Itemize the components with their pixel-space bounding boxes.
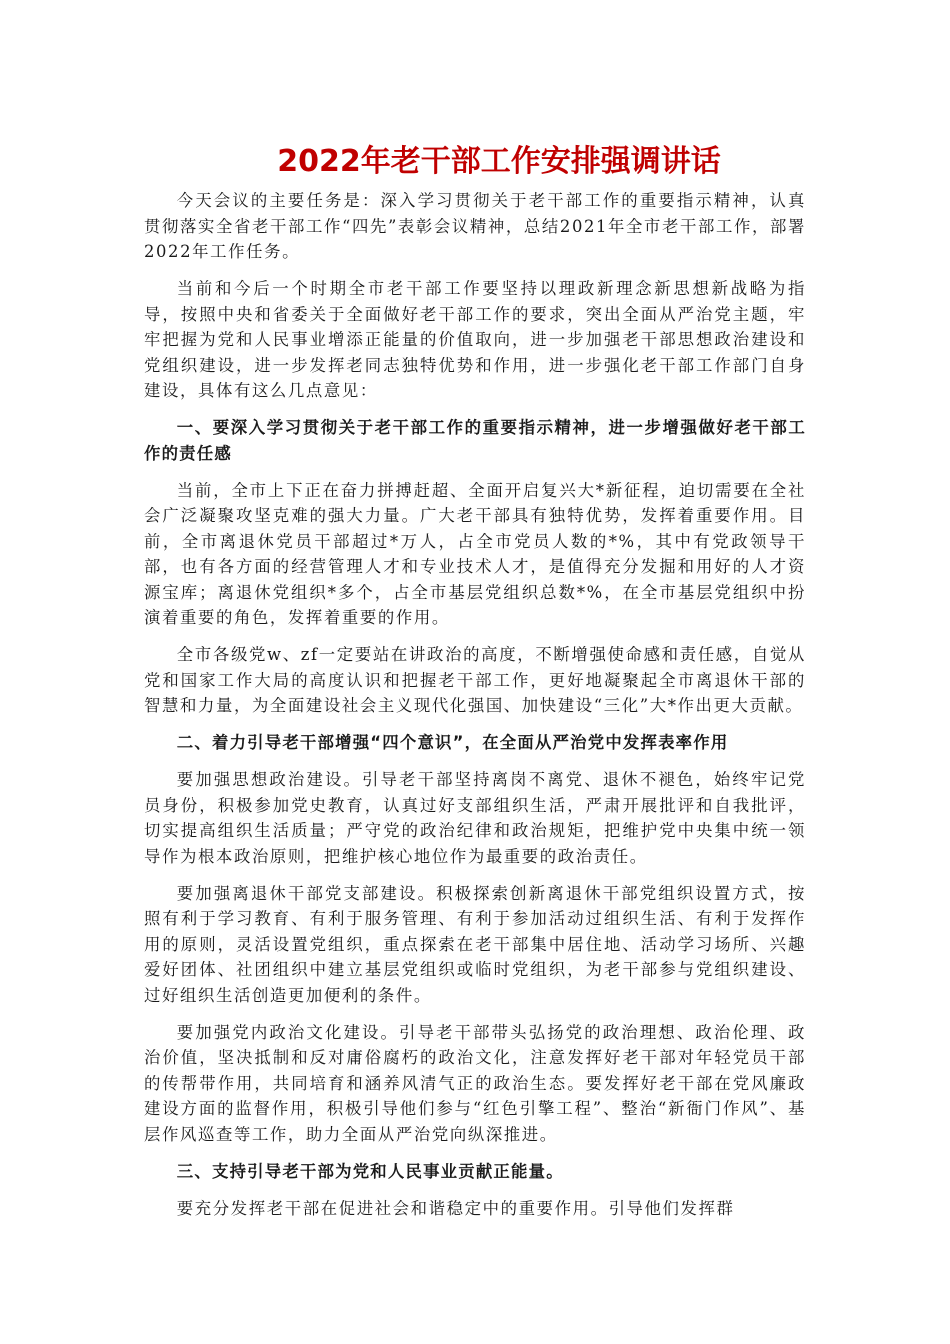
paragraph: 当前，全市上下正在奋力拼搏赶超、全面开启复兴大*新征程，迫切需要在全社会广泛凝聚攻坚克难的强大力量。广大老干部具有独特优势，发挥着重要作用。目前，全市离退休党员干部超过*万人，占全市党员人数的*%，其中有党政领导干部，也有各方面的经营管理人才和专业技术人才，是值得充分发掘和用好的人才资源宝库；离退休党组织*多个，占全市基层党组织总数*%，在全市基层党组织中扮演着重要的角色，发挥着重要的作用。 xyxy=(144,480,806,627)
document-body xyxy=(144,188,806,1233)
paragraph: 当前和今后一个时期全市老干部工作要坚持以理政新理念新思想新战略为指导，按照中央和省委关于全面做好老干部工作的要求，突出全面从严治党主题，牢牢把握为党和人民事业增添正能量的价值取向，进一步加强老干部思想政治建设和党组织建设，进一步发挥老同志独特优势和作用，进一步强化老干部工作部门自身建设，具体有这么几点意见： xyxy=(144,279,806,400)
paragraph: 全市各级党w、zf一定要站在讲政治的高度，不断增强使命感和责任感，自觉从党和国家工作大局的高度认识和把握老干部工作，更好地凝聚起全市离退休干部的智慧和力量，为全面建设社会主义现代化强国、加快建设“三化”大*作出更大贡献。 xyxy=(144,645,806,715)
paragraph: 要充分发挥老干部在促进社会和谐稳定中的重要作用。引导他们发挥群 xyxy=(176,1198,735,1218)
section-heading: 二、着力引导老干部增强“四个意识”，在全面从严治党中发挥表率作用 xyxy=(176,733,729,752)
paragraph: 要加强党内政治文化建设。引导老干部带头弘扬党的政治理想、政治伦理、政治价值，坚决抵制和反对庸俗腐朽的政治文化，注意发挥好老干部对年轻党员干部的传帮带作用，共同培育和涵养风清气正的政治生态。要发挥好老干部在党风廉政建设方面的监督作用，积极引导他们参与“红色引擎工程”、整治“新衙门作风”、基层作风巡查等工作，助力全面从严治党向纵深推进。 xyxy=(144,1022,806,1144)
section-heading: 三、支持引导老干部为党和人民事业贡献正能量。 xyxy=(176,1161,564,1181)
paragraph: 要加强思想政治建设。引导老干部坚持离岗不离党、退休不褪色，始终牢记党员身份，积极参加党史教育，认真过好支部组织生活，严肃开展批评和自我批评，切实提高组织生活质量；严守党的政治纪律和政治规矩，把维护党中央集中统一领导作为根本政治原则，把维护核心地位作为最重要的政治责任。 xyxy=(144,770,806,866)
paragraph: 今天会议的主要任务是：深入学习贯彻关于老干部工作的重要指示精神，认真贯彻落实全省老干部工作“四先”表彰会议精神，总结2021年全市老干部工作，部署2022年工作任务。 xyxy=(144,191,806,261)
document-title: 2022年老干部工作安排强调讲话 xyxy=(277,144,721,179)
section-heading: 一、要深入学习贯彻关于老干部工作的重要指示精神，进一步增强做好老干部工作的责任感 xyxy=(144,418,806,463)
paragraph: 要加强离退休干部党支部建设。积极探索创新离退休干部党组织设置方式，按照有利于学习教育、有利于服务管理、有利于参加活动过组织生活、有利于发挥作用的原则，灵活设置党组织，重点探索在老干部集中居住地、活动学习场所、兴趣爱好团体、社团组织中建立基层党组织或临时党组织，为老干部参与党组织建设、过好组织生活创造更加便利的条件。 xyxy=(144,883,806,1005)
